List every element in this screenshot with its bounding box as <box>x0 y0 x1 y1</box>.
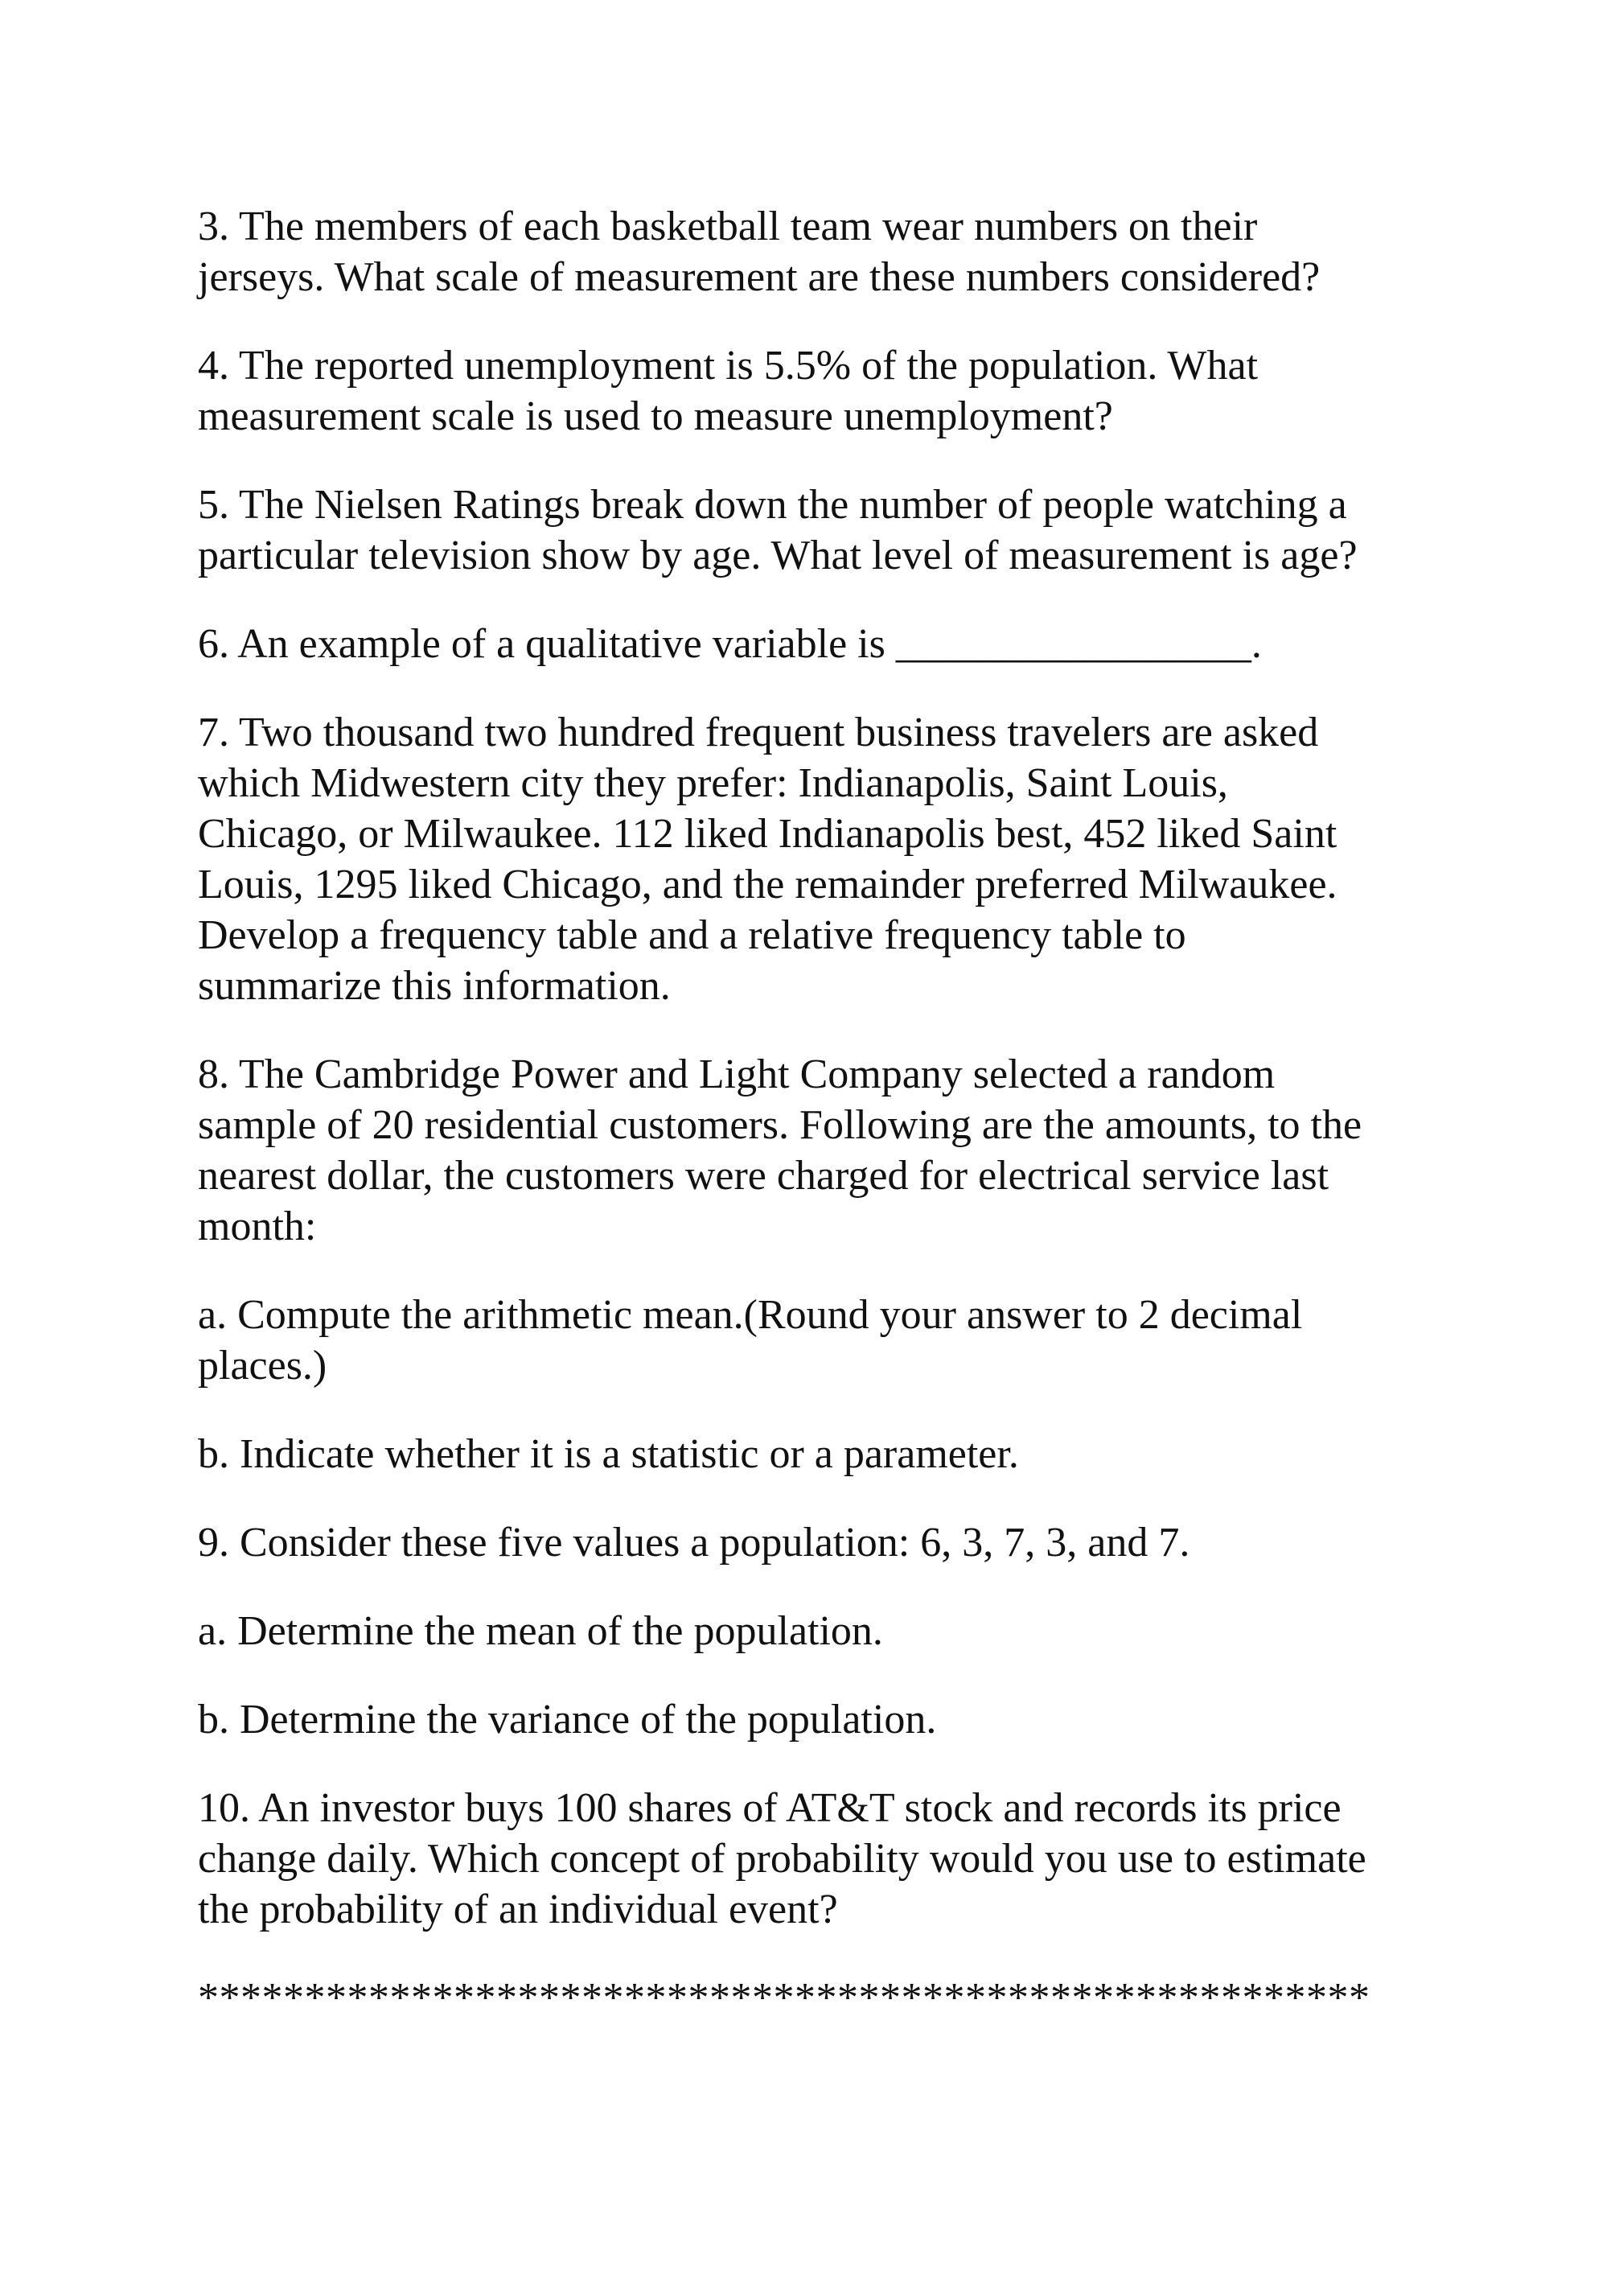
text-line: 3. The members of each basketball team wear numbers on their <box>198 204 1258 249</box>
text-line: Chicago, or Milwaukee. 112 liked Indianapolis best, 452 liked Saint <box>198 811 1337 857</box>
question-8a <box>198 1290 1436 1391</box>
question-5 <box>198 479 1436 581</box>
question-9a <box>198 1606 1436 1656</box>
question-9b <box>198 1694 1436 1745</box>
text-line: change daily. Which concept of probability would you use to estimate <box>198 1836 1366 1882</box>
text-line: Develop a frequency table and a relative frequency table to <box>198 912 1186 958</box>
text-line: Louis, 1295 liked Chicago, and the remainder preferred Milwaukee. <box>198 862 1337 907</box>
question-9 <box>198 1517 1436 1568</box>
text-line: 6. An example of a qualitative variable is _________________. <box>198 621 1262 667</box>
text-line: a. Determine the mean of the population. <box>198 1608 883 1654</box>
text-line: 8. The Cambridge Power and Light Company selected a random <box>198 1051 1276 1097</box>
text-line: sample of 20 residential customers. Following are the amounts, to the <box>198 1102 1362 1148</box>
question-8 <box>198 1049 1436 1252</box>
text-line: month: <box>198 1204 317 1249</box>
text-line: measurement scale is used to measure unemployment? <box>198 393 1113 439</box>
text-line: b. Determine the variance of the population. <box>198 1697 937 1743</box>
asterisk-separator: ******************************************************* <box>198 1975 1370 2021</box>
text-line: 4. The reported unemployment is 5.5% of the population. What <box>198 343 1259 389</box>
text-line: b. Indicate whether it is a statistic or a parameter. <box>198 1431 1019 1477</box>
text-line: nearest dollar, the customers were charged for electrical service last <box>198 1153 1329 1199</box>
question-8b <box>198 1429 1436 1479</box>
text-line: which Midwestern city they prefer: Indianapolis, Saint Louis, <box>198 760 1228 806</box>
text-line: a. Compute the arithmetic mean.(Round your answer to 2 decimal <box>198 1292 1303 1338</box>
text-line: the probability of an individual event? <box>198 1887 838 1932</box>
question-3 <box>198 201 1436 302</box>
text-line: 7. Two thousand two hundred frequent business travelers are asked <box>198 710 1319 755</box>
text-line: 5. The Nielsen Ratings break down the number of people watching a <box>198 482 1347 528</box>
text-line: 9. Consider these five values a population: 6, 3, 7, 3, and 7. <box>198 1520 1190 1566</box>
text-line: summarize this information. <box>198 963 671 1009</box>
text-line: particular television show by age. What level of measurement is age? <box>198 533 1358 578</box>
text-line: places.) <box>198 1343 327 1389</box>
text-line: jerseys. What scale of measurement are these numbers considered? <box>198 254 1321 300</box>
text-line: 10. An investor buys 100 shares of AT&T stock and records its price <box>198 1785 1342 1831</box>
document-body <box>198 201 1436 2023</box>
question-6 <box>198 619 1436 669</box>
question-7 <box>198 707 1436 1011</box>
question-4 <box>198 340 1436 442</box>
question-10 <box>198 1783 1436 1935</box>
